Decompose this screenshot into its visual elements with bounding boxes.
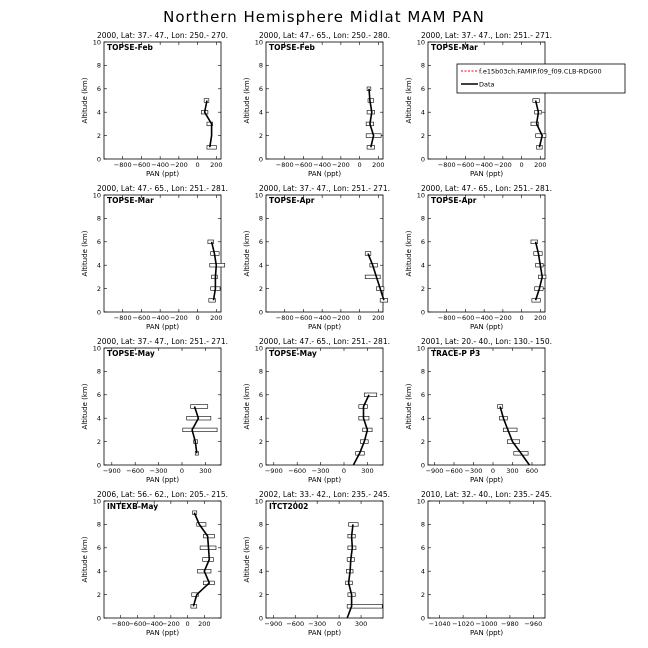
x-tick-label: −600 <box>128 620 147 628</box>
panel-header: 2000, Lat: 37.- 47., Lon: 251.- 271. <box>259 184 390 193</box>
x-tick-label: 200 <box>198 620 211 628</box>
y-tick-label: 8 <box>258 214 263 223</box>
x-tick-label: 0 <box>195 314 200 322</box>
plot-frame <box>266 42 383 159</box>
panel-10 <box>81 490 228 637</box>
x-tick-label: −300 <box>149 467 168 475</box>
x-tick-label: −200 <box>161 620 180 628</box>
y-tick-label: 0 <box>96 461 101 470</box>
y-tick-label: 6 <box>420 544 425 553</box>
plot-frame <box>428 195 545 312</box>
panel-campaign-label: TOPSE-Mar <box>431 43 478 52</box>
x-tick-label: −200 <box>169 314 188 322</box>
x-tick-label: 0 <box>519 161 524 169</box>
percentile-box <box>210 263 225 267</box>
x-tick-label: 0 <box>341 467 347 475</box>
y-tick-label: 6 <box>258 238 263 247</box>
x-tick-label: −800 <box>113 314 132 322</box>
x-tick-label: 0 <box>490 467 496 475</box>
y-tick-label: 6 <box>96 85 101 94</box>
percentile-box <box>203 534 214 538</box>
panel-3 <box>405 31 552 178</box>
percentile-box <box>365 275 380 279</box>
panel-campaign-label: TOPSE-May <box>269 349 317 358</box>
panel-header: 2001, Lat: 20.- 40., Lon: 130.- 150. <box>421 337 552 346</box>
panel-header: 2000, Lat: 47.- 65., Lon: 251.- 281. <box>259 337 390 346</box>
x-tick-label: −200 <box>169 161 188 169</box>
legend-model-label: f.e15b03ch.FAMIP.f09_f09.CLB-RDG00 <box>479 67 602 76</box>
x-tick-label: −300 <box>311 467 330 475</box>
panels <box>81 31 552 637</box>
x-tick-label: −200 <box>493 314 512 322</box>
x-tick-label: −600 <box>456 161 475 169</box>
y-tick-label: 10 <box>254 344 263 353</box>
y-tick-label: 6 <box>420 85 425 94</box>
y-tick-label: 6 <box>258 85 263 94</box>
x-tick-label: −200 <box>493 161 512 169</box>
percentile-box <box>207 146 216 150</box>
x-tick-label: 0 <box>357 314 362 322</box>
x-axis-label: PAN (ppt) <box>469 323 504 331</box>
x-axis-label: PAN (ppt) <box>145 476 180 484</box>
y-tick-label: 10 <box>92 497 101 506</box>
y-axis-label: Altitude (km) <box>405 77 413 124</box>
y-tick-label: 2 <box>96 284 101 293</box>
x-tick-label: −900 <box>425 467 444 475</box>
panel-campaign-label: TOPSE-Feb <box>269 43 315 52</box>
y-tick-label: 8 <box>258 520 263 529</box>
y-tick-label: 4 <box>96 567 101 576</box>
x-tick-label: 300 <box>506 467 519 475</box>
x-tick-label: 300 <box>361 467 374 475</box>
x-tick-label: 0 <box>179 467 185 475</box>
y-axis-label: Altitude (km) <box>243 230 251 277</box>
y-tick-label: 10 <box>416 344 425 353</box>
y-axis-label: Altitude (km) <box>405 383 413 430</box>
y-axis-label: Altitude (km) <box>81 536 89 583</box>
x-axis-label: PAN (ppt) <box>469 629 504 637</box>
x-tick-label: 200 <box>534 161 547 169</box>
panel-7 <box>81 337 228 484</box>
y-tick-label: 2 <box>258 131 263 140</box>
x-tick-label: 200 <box>372 314 385 322</box>
x-tick-label: 0 <box>195 161 200 169</box>
panel-campaign-label: TOPSE-May <box>107 349 155 358</box>
x-tick-label: −400 <box>313 314 332 322</box>
panel-6 <box>405 184 552 331</box>
x-axis-label: PAN (ppt) <box>307 170 342 178</box>
y-tick-label: 0 <box>420 614 425 623</box>
y-tick-label: 10 <box>254 38 263 47</box>
x-tick-label: −800 <box>275 314 294 322</box>
x-axis-label: PAN (ppt) <box>145 629 180 637</box>
x-tick-label: 600 <box>525 467 539 475</box>
y-axis-label: Altitude (km) <box>243 536 251 583</box>
y-tick-label: 8 <box>258 367 263 376</box>
y-tick-label: 4 <box>420 108 425 117</box>
y-tick-label: 4 <box>96 414 101 423</box>
y-tick-label: 8 <box>420 214 425 223</box>
x-axis-label: PAN (ppt) <box>145 170 180 178</box>
x-tick-label: −300 <box>308 620 327 628</box>
x-axis-label: PAN (ppt) <box>145 323 180 331</box>
y-tick-label: 6 <box>96 391 101 400</box>
y-tick-label: 4 <box>96 261 101 270</box>
x-tick-label: −900 <box>264 467 283 475</box>
x-tick-label: −800 <box>437 161 456 169</box>
x-axis-label: PAN (ppt) <box>469 476 504 484</box>
y-tick-label: 2 <box>258 437 263 446</box>
x-tick-label: −600 <box>294 314 313 322</box>
x-tick-label: −1000 <box>475 620 498 628</box>
panel-campaign-label: INTEXB-May <box>107 502 159 511</box>
x-tick-label: 200 <box>372 161 385 169</box>
y-tick-label: 6 <box>420 391 425 400</box>
x-axis-label: PAN (ppt) <box>307 323 342 331</box>
x-tick-label: −400 <box>313 161 332 169</box>
x-tick-label: −600 <box>294 161 313 169</box>
data-profile-line <box>536 242 543 300</box>
panel-campaign-label: TOPSE-Apr <box>431 196 477 205</box>
y-tick-label: 4 <box>420 567 425 576</box>
x-tick-label: −300 <box>464 467 483 475</box>
panel-11 <box>243 490 390 637</box>
panel-header: 2000, Lat: 47.- 65., Lon: 251.- 281. <box>97 184 228 193</box>
percentile-box <box>183 428 217 432</box>
plot-frame <box>428 348 545 465</box>
y-axis-label: Altitude (km) <box>243 77 251 124</box>
x-tick-label: −400 <box>151 161 170 169</box>
x-tick-label: 0 <box>185 620 190 628</box>
x-tick-label: −600 <box>288 467 307 475</box>
data-profile-line <box>369 89 374 148</box>
y-tick-label: 10 <box>416 38 425 47</box>
panel-header: 2010, Lat: 32.- 40., Lon: 235.- 245. <box>421 490 552 499</box>
legend <box>457 64 625 93</box>
panel-header: 2000, Lat: 37.- 47., Lon: 250.- 270. <box>97 31 228 40</box>
panel-5 <box>243 184 390 331</box>
y-tick-label: 2 <box>420 131 425 140</box>
y-tick-label: 4 <box>96 108 101 117</box>
panel-2 <box>243 31 390 178</box>
panel-9 <box>405 337 552 484</box>
y-tick-label: 10 <box>254 191 263 200</box>
panel-12 <box>417 490 552 637</box>
x-tick-label: −800 <box>275 161 294 169</box>
panel-header: 2000, Lat: 47.- 65., Lon: 250.- 280. <box>259 31 390 40</box>
x-tick-label: −600 <box>126 467 145 475</box>
percentile-box <box>347 605 382 609</box>
y-tick-label: 8 <box>258 61 263 70</box>
x-tick-label: −960 <box>524 620 543 628</box>
x-tick-label: −800 <box>113 161 132 169</box>
panel-header: 2000, Lat: 37.- 47., Lon: 251.- 271. <box>97 337 228 346</box>
y-tick-label: 2 <box>258 590 263 599</box>
data-profile-line <box>212 242 217 300</box>
x-tick-label: −600 <box>445 467 463 475</box>
x-tick-label: −900 <box>102 467 121 475</box>
y-tick-label: 2 <box>96 590 101 599</box>
y-tick-label: 0 <box>258 461 263 470</box>
panel-campaign-label: ITCT2002 <box>269 502 309 511</box>
y-tick-label: 0 <box>420 308 425 317</box>
y-tick-label: 8 <box>96 61 101 70</box>
y-tick-label: 0 <box>420 155 425 164</box>
x-tick-label: −1040 <box>428 620 451 628</box>
legend-data-label: Data <box>479 80 495 89</box>
y-tick-label: 10 <box>92 344 101 353</box>
panel-header: 2002, Lat: 33.- 42., Lon: 235.- 245. <box>259 490 390 499</box>
x-tick-label: −1020 <box>452 620 475 628</box>
x-tick-label: −400 <box>475 161 494 169</box>
x-tick-label: −980 <box>500 620 519 628</box>
x-axis-label: PAN (ppt) <box>469 170 504 178</box>
y-tick-label: 2 <box>420 437 425 446</box>
y-tick-label: 2 <box>96 131 101 140</box>
percentile-box <box>212 275 218 279</box>
plot-frame <box>104 195 221 312</box>
panel-campaign-label: TRACE-P P3 <box>431 349 481 358</box>
x-tick-label: 300 <box>199 467 212 475</box>
percentile-box <box>364 393 376 397</box>
panel-header: 2000, Lat: 47.- 65., Lon: 251.- 281. <box>421 184 552 193</box>
y-tick-label: 2 <box>258 284 263 293</box>
y-tick-label: 10 <box>416 497 425 506</box>
y-tick-label: 8 <box>420 520 425 529</box>
panel-8 <box>243 337 390 484</box>
panel-campaign-label: TOPSE-Mar <box>107 196 154 205</box>
y-axis-label: Altitude (km) <box>81 230 89 277</box>
percentile-box <box>503 428 517 432</box>
x-tick-label: −200 <box>331 161 350 169</box>
y-tick-label: 8 <box>96 367 101 376</box>
x-tick-label: −900 <box>264 620 283 628</box>
y-tick-label: 4 <box>258 261 263 270</box>
plot-frame <box>266 501 383 618</box>
y-axis-label: Altitude (km) <box>81 77 89 124</box>
y-tick-label: 0 <box>96 308 101 317</box>
x-tick-label: 0 <box>357 161 362 169</box>
data-profile-line <box>500 407 529 466</box>
y-tick-label: 4 <box>258 567 263 576</box>
y-tick-label: 6 <box>258 544 263 553</box>
y-tick-label: 10 <box>416 191 425 200</box>
y-tick-label: 8 <box>420 367 425 376</box>
x-tick-label: −200 <box>331 314 350 322</box>
x-axis-label: PAN (ppt) <box>307 476 342 484</box>
y-tick-label: 0 <box>258 308 263 317</box>
panel-campaign-label: TOPSE-Feb <box>107 43 153 52</box>
y-tick-label: 4 <box>420 414 425 423</box>
x-tick-label: 0 <box>519 314 524 322</box>
y-tick-label: 8 <box>96 214 101 223</box>
x-tick-label: −400 <box>145 620 164 628</box>
panel-4 <box>81 184 228 331</box>
y-tick-label: 4 <box>258 108 263 117</box>
x-tick-label: −600 <box>286 620 305 628</box>
x-tick-label: 200 <box>210 314 223 322</box>
x-tick-label: −600 <box>456 314 475 322</box>
y-tick-label: 2 <box>96 437 101 446</box>
plot-frame <box>104 42 221 159</box>
y-tick-label: 10 <box>92 38 101 47</box>
y-tick-label: 4 <box>258 414 263 423</box>
panel-1 <box>81 31 228 178</box>
percentile-box <box>191 405 208 409</box>
x-tick-label: 0 <box>337 620 342 628</box>
plot-frame <box>428 42 545 159</box>
y-axis-label: Altitude (km) <box>243 383 251 430</box>
y-tick-label: 6 <box>258 391 263 400</box>
y-tick-label: 0 <box>96 155 101 164</box>
y-tick-label: 8 <box>96 520 101 529</box>
x-tick-label: −400 <box>475 314 494 322</box>
x-tick-label: −400 <box>151 314 170 322</box>
y-tick-label: 0 <box>258 155 263 164</box>
figure-title: Northern Hemisphere Midlat MAM PAN <box>163 8 485 26</box>
data-profile-line <box>536 101 543 148</box>
y-axis-label: Altitude (km) <box>81 383 89 430</box>
y-tick-label: 2 <box>420 284 425 293</box>
panel-header: 2000, Lat: 37.- 47., Lon: 251.- 271. <box>421 31 552 40</box>
y-tick-label: 10 <box>254 497 263 506</box>
y-tick-label: 4 <box>420 261 425 270</box>
y-tick-label: 6 <box>96 238 101 247</box>
x-tick-label: 200 <box>534 314 547 322</box>
y-axis-label: Altitude (km) <box>405 230 413 277</box>
panel-campaign-label: TOPSE-Apr <box>269 196 315 205</box>
x-tick-label: −800 <box>111 620 130 628</box>
plot-frame <box>428 501 545 618</box>
y-tick-label: 0 <box>96 614 101 623</box>
x-tick-label: −600 <box>132 314 151 322</box>
x-axis-label: PAN (ppt) <box>307 629 342 637</box>
y-tick-label: 0 <box>258 614 263 623</box>
x-tick-label: 200 <box>210 161 223 169</box>
y-tick-label: 0 <box>420 461 425 470</box>
y-tick-label: 10 <box>92 191 101 200</box>
y-tick-label: 8 <box>420 61 425 70</box>
x-tick-label: −600 <box>132 161 151 169</box>
panel-header: 2006, Lat: 56.- 62., Lon: 205.- 215. <box>97 490 228 499</box>
y-tick-label: 6 <box>96 544 101 553</box>
y-tick-label: 6 <box>420 238 425 247</box>
x-tick-label: −800 <box>437 314 456 322</box>
y-tick-label: 2 <box>420 590 425 599</box>
x-tick-label: 300 <box>354 620 368 628</box>
